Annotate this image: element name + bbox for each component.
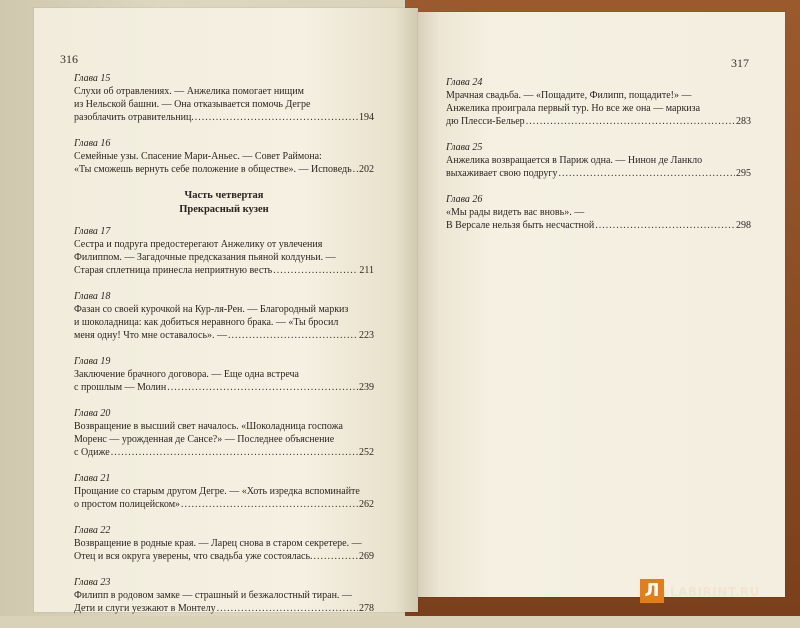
dot-leader xyxy=(353,163,358,176)
dot-leader xyxy=(195,111,358,124)
toc-entry xyxy=(74,576,374,615)
chapter-heading: Глава 24 xyxy=(446,77,483,88)
chapter-heading: Глава 15 xyxy=(74,73,111,84)
left-page xyxy=(34,8,418,612)
chapter-heading: Глава 21 xyxy=(74,473,111,484)
toc-entry xyxy=(446,193,751,232)
chapter-summary-last: с Одиже xyxy=(74,447,110,458)
page-reference: 223 xyxy=(359,330,374,341)
page-reference: 278 xyxy=(359,603,374,614)
page-reference: 262 xyxy=(359,499,374,510)
dot-leader xyxy=(314,550,358,563)
dot-leader xyxy=(167,381,358,394)
right-page xyxy=(418,12,785,597)
page-reference: 295 xyxy=(736,168,751,179)
chapter-heading: Глава 26 xyxy=(446,194,483,205)
labirint-logo-icon: Л xyxy=(640,579,664,603)
chapter-heading: Глава 22 xyxy=(74,525,111,536)
chapter-summary-last: с прошлым — Молин xyxy=(74,382,167,393)
part-title: Часть четвертая xyxy=(184,190,264,201)
chapter-summary-line: Моренс — урожденная де Сансе?» — Последнее объяснение xyxy=(74,434,335,445)
chapter-summary-last: дю Плесси-Бельер xyxy=(446,116,525,127)
chapter-leader-line xyxy=(74,264,374,277)
chapter-leader-line xyxy=(74,329,374,342)
page-reference: 298 xyxy=(736,220,751,231)
toc-entry xyxy=(74,472,374,511)
toc-section xyxy=(446,76,751,232)
chapter-summary-line: Мрачная свадьба. — «Пощадите, Филипп, пощадите!» — xyxy=(446,90,692,101)
chapter-heading: Глава 17 xyxy=(74,226,111,237)
chapter-summary-last: меня одну! Что мне оставалось». — xyxy=(74,330,228,341)
toc-entry xyxy=(74,524,374,563)
chapter-summary-line: Сестра и подруга предостерегают Анжелику от увлечения xyxy=(74,239,323,250)
chapter-heading: Глава 18 xyxy=(74,291,111,302)
page-number: 316 xyxy=(60,52,78,66)
toc-entry xyxy=(74,72,374,124)
chapter-summary-last: В Версале нельзя быть несчастной xyxy=(446,220,595,231)
chapter-leader-line xyxy=(74,381,374,394)
chapter-summary-line: Анжелика возвращается в Париж одна. — Нинон де Ланкло xyxy=(446,155,703,166)
chapter-summary-last: разоблачить отравительниц. xyxy=(74,112,194,123)
toc-entry xyxy=(74,407,374,459)
toc-entry xyxy=(74,355,374,394)
chapter-heading: Глава 19 xyxy=(74,356,111,367)
chapter-leader-line xyxy=(74,550,374,563)
dot-leader xyxy=(526,115,735,128)
dot-leader xyxy=(217,602,358,615)
chapter-leader-line xyxy=(446,115,751,128)
chapter-summary-last: о простом полицейском» xyxy=(74,499,181,510)
chapter-summary-line: Анжелика проиграла первый тур. Но все же она — маркиза xyxy=(446,103,701,114)
toc-section-bottom xyxy=(74,225,374,615)
chapter-leader-line xyxy=(74,111,374,124)
toc-entry xyxy=(446,141,751,180)
dot-leader xyxy=(273,264,358,277)
chapter-summary-line: из Нельской башни. — Она отказывается помочь Дегре xyxy=(74,99,311,110)
toc-column xyxy=(74,72,374,628)
page-reference: 252 xyxy=(359,447,374,458)
chapter-summary-line: Прощание со старым другом Дегре. — «Хоть изредка вспоминайте xyxy=(74,486,360,497)
chapter-summary-last: Отец и вся округа уверены, что свадьба уже состоялась. xyxy=(74,551,313,562)
page-reference: 211 xyxy=(359,265,374,276)
chapter-summary-line: Возвращение в родные края. — Ларец снова в старом секретере. — xyxy=(74,538,362,549)
page-reference: 239 xyxy=(359,382,374,393)
page-reference: 202 xyxy=(359,164,374,175)
chapter-summary-last: «Ты сможешь вернуть себе положение в обществе». — Исповедь xyxy=(74,164,352,175)
page-reference: 194 xyxy=(359,112,374,123)
chapter-summary-line: Филипп в родовом замке — страшный и безжалостный тиран. — xyxy=(74,590,352,601)
dot-leader xyxy=(181,498,358,511)
chapter-summary-last: выхаживает свою подругу xyxy=(446,168,558,179)
chapter-summary-line: Филиппом. — Загадочные предсказания пьяной колдуньи. — xyxy=(74,252,336,263)
toc-column xyxy=(446,76,751,245)
dot-leader xyxy=(559,167,735,180)
chapter-heading: Глава 16 xyxy=(74,138,111,149)
dot-leader xyxy=(111,446,358,459)
toc-entry xyxy=(74,225,374,277)
page-reference: 269 xyxy=(359,551,374,562)
chapter-summary-line: Семейные узы. Спасение Мари-Аньес. — Совет Раймона: xyxy=(74,151,322,162)
page-number: 317 xyxy=(731,56,749,70)
chapter-leader-line xyxy=(74,446,374,459)
chapter-leader-line xyxy=(74,163,374,176)
chapter-summary-line: и шоколадница: как добиться неравного брака. — «Ты бросил xyxy=(74,317,339,328)
chapter-leader-line xyxy=(74,498,374,511)
chapter-heading: Глава 23 xyxy=(74,577,111,588)
chapter-summary-last: Старая сплетница принесла неприятную весть xyxy=(74,265,273,276)
chapter-summary-line: Заключение брачного договора. — Еще одна встреча xyxy=(74,369,299,380)
chapter-leader-line xyxy=(446,167,751,180)
chapter-leader-line xyxy=(74,602,374,615)
chapter-heading: Глава 25 xyxy=(446,142,483,153)
chapter-summary-line: «Мы рады видеть вас вновь». — xyxy=(446,207,585,218)
watermark-text: LABIRINT.RU xyxy=(670,585,760,599)
dot-leader xyxy=(228,329,358,342)
toc-entry xyxy=(74,137,374,176)
toc-entry xyxy=(74,290,374,342)
chapter-summary-line: Фазан со своей курочкой на Кур-ля-Рен. — Благородный маркиз xyxy=(74,304,349,315)
chapter-summary-line: Возвращение в высший свет началось. «Шоколадница госпожа xyxy=(74,421,343,432)
chapter-summary-last: Дети и слуги уезжают в Монтелу xyxy=(74,603,216,614)
part-subtitle: Прекрасный кузен xyxy=(179,204,269,215)
chapter-leader-line xyxy=(446,219,751,232)
toc-entry xyxy=(446,76,751,128)
dot-leader xyxy=(595,219,735,232)
chapter-summary-line: Слухи об отравлениях. — Анжелика помогает нищим xyxy=(74,86,304,97)
chapter-heading: Глава 20 xyxy=(74,408,111,419)
page-reference: 283 xyxy=(736,116,751,127)
toc-section-top xyxy=(74,72,374,176)
